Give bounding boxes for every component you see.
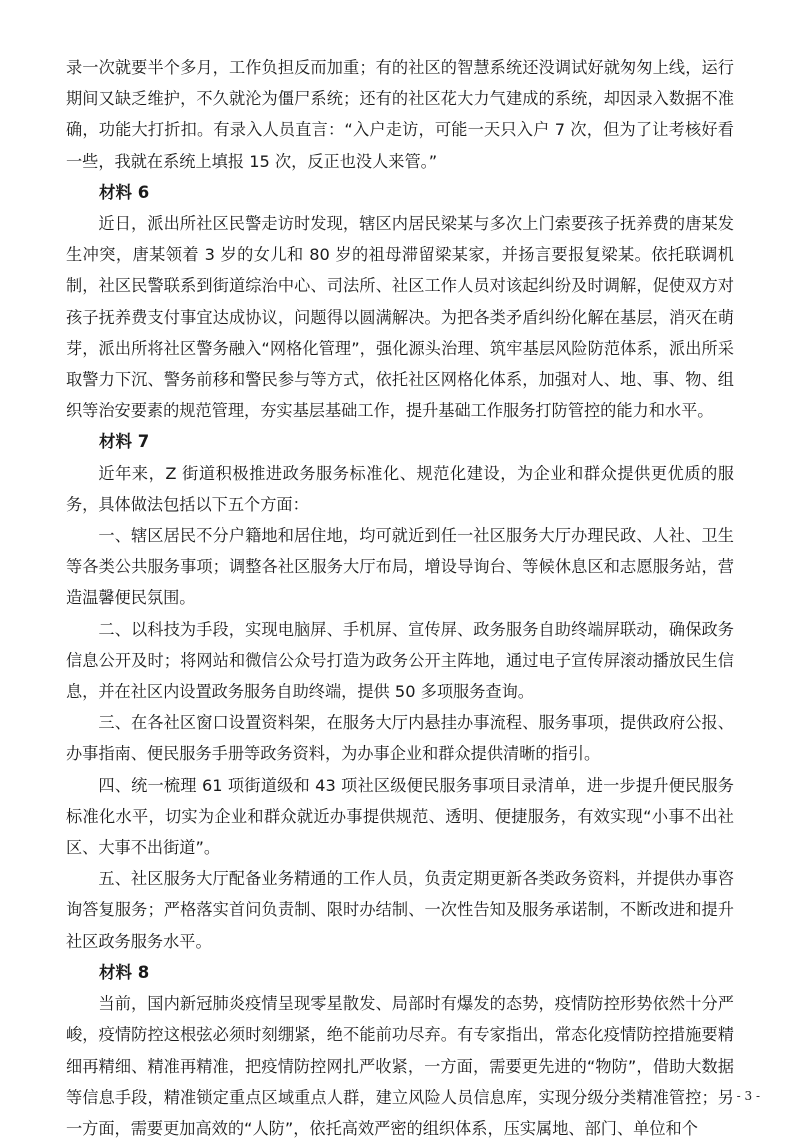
paragraph-material-7-intro: 近年来，Z 街道积极推进政务服务标准化、规范化建设，为企业和群众提供更优质的服务，具体做法包括以下五个方面： (66, 463, 734, 514)
paragraph-material-8: 当前，国内新冠肺炎疫情呈现零星散发、局部时有爆发的态势，疫情防控形势依然十分严峻，疫情防控这根弦必须时刻绷紧，绝不能前功尽弃。有专家指出，常态化疫情防控措施要精细再精细、精准再精准，把疫情防控网扎严收紧，一方面，需要更先进的“物防”，借助大数据等信息手段，精准锁定重点区域重点人群，建立风险人员信息库，实现分级分类精准管控；另一方面，需要更加高效的“人防”，依托高效严密的组织体系，压实属地、部门、单位和个 (66, 994, 734, 1138)
section-heading-material-8: 材料 8 (99, 962, 150, 982)
paragraph-material-7-item-1: 一、辖区居民不分户籍地和居住地，均可就近到任一社区服务大厅办理民政、人社、卫生等各类公共服务事项；调整各社区服务大厅布局，增设导询台、等候休息区和志愿服务站，营造温馨便民氛围。 (66, 526, 734, 608)
paragraph-material-6: 近日，派出所社区民警走访时发现，辖区内居民梁某与多次上门索要孩子抚养费的唐某发生冲突，唐某领着 3 岁的女儿和 80 岁的祖母滞留梁某家，并扬言要报复梁某。依托联调机制，社区民警联系到街道综治中心、司法所、社区工作人员对该起纠纷及时调解，促使双方对孩子抚养费支付事宜达成协议，问题得以圆满解决。为把各类矛盾纠纷化解在基层，消灭在萌芽，派出所将社区警务融入“网格化管理”，强化源头治理、筑牢基层风险防范体系，派出所采取警力下沉、警务前移和警民参与等方式，依托社区网格化体系，加强对人、地、事、物、组织等治安要素的规范管理，夯实基层基础工作，提升基础工作服务打防管控的能力和水平。 (66, 214, 734, 421)
paragraph-material-7-item-4: 四、统一梳理 61 项街道级和 43 项社区级便民服务事项目录清单，进一步提升便民服务标准化水平，切实为企业和群众就近办事提供规范、透明、便捷服务，有效实现“小事不出社区、大事不出街道”。 (66, 775, 734, 858)
page-number: - 3 - (736, 1089, 760, 1103)
paragraph-material-7-item-3: 三、在各社区窗口设置资料架，在服务大厅内悬挂办事流程、服务事项，提供政府公报、办事指南、便民服务手册等政务资料，为办事企业和群众提供清晰的指引。 (66, 713, 734, 764)
paragraph-continued: 录一次就要半个多月，工作负担反而加重；有的社区的智慧系统还没调试好就匆匆上线，运行期间又缺乏维护，不久就沦为僵尸系统；还有的社区花大力气建成的系统，却因录入数据不准确，功能大打折扣。有录入人员直言：“入户走访，可能一天只入户 7 次，但为了让考核好看一些，我就在系统上填报 15 次，反正也没人来管。” (66, 58, 734, 171)
section-heading-material-6: 材料 6 (99, 182, 150, 202)
paragraph-material-7-item-5: 五、社区服务大厅配备业务精通的工作人员，负责定期更新各类政务资料，并提供办事咨询答复服务；严格落实首问负责制、限时办结制、一次性告知及服务承诺制，不断改进和提升社区政务服务水平。 (66, 869, 734, 951)
section-heading-material-7: 材料 7 (99, 432, 150, 452)
paragraph-material-7-item-2: 二、以科技为手段，实现电脑屏、手机屏、宣传屏、政务服务自助终端屏联动，确保政务信息公开及时；将网站和微信公众号打造为政务公开主阵地，通过电子宣传屏滚动播放民生信息，并在社区内设置政务服务自助终端，提供 50 多项服务查询。 (66, 619, 734, 702)
